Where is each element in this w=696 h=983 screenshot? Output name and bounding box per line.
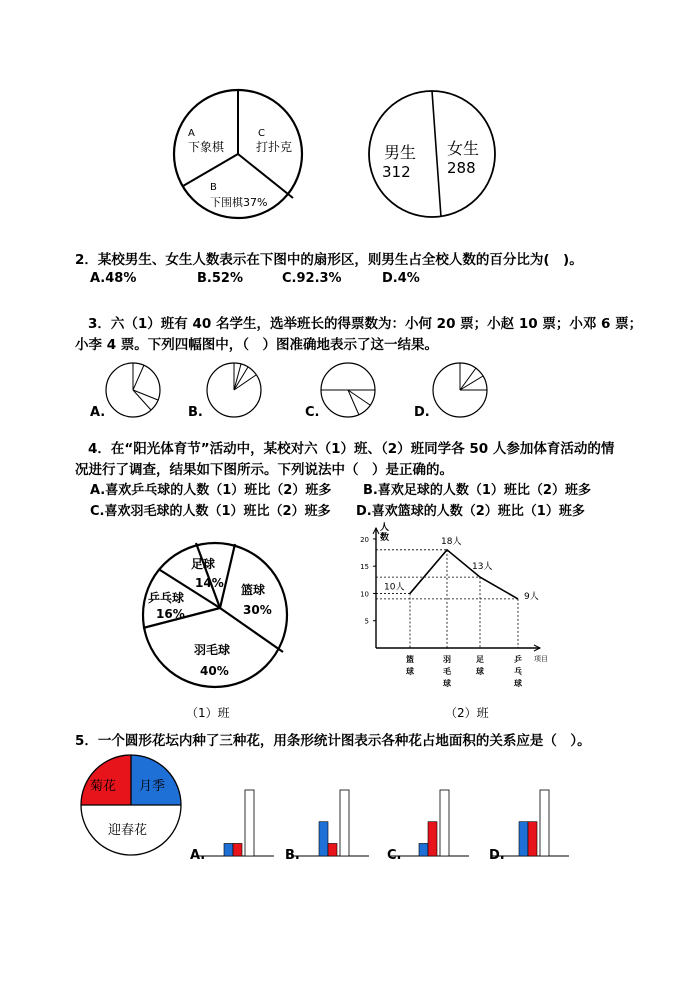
pie-basketball-pct: 30% bbox=[243, 603, 272, 617]
bar-ying-D bbox=[540, 790, 549, 856]
q2-stem: 2．某校男生、女生人数表示在下图中的扇形区，则男生占全校人数的百分比为( )。 bbox=[75, 252, 583, 268]
q2-option-b: B.52% bbox=[197, 271, 243, 286]
q4-class2-line-chart bbox=[340, 518, 550, 698]
q3-label-a: A. bbox=[90, 405, 106, 420]
q3-pie-a bbox=[104, 361, 162, 419]
q3-line1: 3．六（1）班有 40 名学生，选举班长的得票数为：小何 20 票；小赵 10 票；小邓 6 票； bbox=[88, 316, 643, 332]
pie-badminton-label: 羽毛球 bbox=[194, 643, 231, 657]
q2-option-a: A.48% bbox=[90, 271, 137, 286]
q4-option-c: C.喜欢羽毛球的人数（1）班比（2）班多 bbox=[90, 504, 331, 519]
x-axis-label: 项目 bbox=[534, 655, 548, 663]
q4-option-d: D.喜欢篮球的人数（2）班比（1）班多 bbox=[356, 504, 585, 519]
pie-pingpong-pct: 16% bbox=[156, 607, 185, 621]
y-tick-label: 10 bbox=[360, 590, 369, 599]
q4-option-a: A.喜欢乒乓球的人数（1）班比（2）班多 bbox=[90, 483, 332, 498]
flower-yue-label: 月季 bbox=[139, 779, 166, 794]
x-category-char: 篮 bbox=[406, 655, 414, 664]
q4-line2: 况进行了调查，结果如下图所示。下列说法中（ ）是正确的。 bbox=[75, 462, 453, 478]
q4-line1: 4．在“阳光体育节”活动中，某校对六（1）班、（2）班同学各 50 人参加体育活动的情 bbox=[88, 441, 615, 457]
y-axis-label-char: 人 bbox=[380, 523, 390, 533]
q3-pie-b bbox=[205, 361, 263, 419]
q4-class2-caption: （2）班 bbox=[445, 706, 489, 720]
series-line bbox=[410, 550, 518, 599]
x-category-char: 球 bbox=[406, 667, 414, 676]
bar-ju-A bbox=[233, 843, 242, 856]
bar-ju-D bbox=[528, 822, 537, 856]
girls-label: 女生 bbox=[447, 139, 480, 158]
q5-bar-options bbox=[186, 784, 576, 866]
x-category-char: 球 bbox=[476, 667, 484, 676]
q4-class1-caption: （1）班 bbox=[186, 706, 230, 720]
bar-ying-C bbox=[440, 790, 449, 856]
flower-ying-label: 迎春花 bbox=[108, 823, 148, 838]
q2-option-c: C.92.3% bbox=[282, 271, 342, 286]
y-axis-label-char: 数 bbox=[380, 533, 390, 543]
q3-label-c: C. bbox=[305, 405, 320, 420]
y-tick-label: 15 bbox=[360, 563, 369, 572]
pie-football-pct: 14% bbox=[195, 576, 224, 590]
pie-football-label: 足球 bbox=[191, 557, 216, 571]
pie-badminton-pct: 40% bbox=[200, 664, 229, 678]
pie1-c-label: 打扑克 bbox=[256, 140, 293, 154]
point-label: 10人 bbox=[384, 582, 405, 593]
bar-yue-D bbox=[519, 822, 528, 856]
pie-basketball-label: 篮球 bbox=[241, 583, 266, 597]
pie1-c-letter: C bbox=[258, 128, 265, 139]
bar-ying-A bbox=[245, 790, 254, 856]
q5-label-a: A. bbox=[190, 848, 206, 863]
boys-count: 312 bbox=[382, 163, 411, 181]
q4-class1-pie bbox=[140, 540, 290, 690]
bar-ju-B bbox=[328, 843, 337, 856]
q5-label-b: B. bbox=[285, 848, 300, 863]
y-tick-label: 20 bbox=[360, 535, 369, 544]
y-tick-label: 5 bbox=[364, 617, 369, 626]
point-label: 18人 bbox=[441, 536, 462, 547]
pie1-b-label: 下围棋37% bbox=[210, 196, 268, 209]
q5-label-c: C. bbox=[387, 848, 402, 863]
q3-pie-d bbox=[431, 361, 489, 419]
pie-pingpong-label: 乒乓球 bbox=[148, 591, 185, 605]
bar-yue-A bbox=[224, 843, 233, 856]
x-category-char: 足 bbox=[476, 655, 484, 664]
x-category-char: 毛 bbox=[443, 667, 451, 676]
bar-yue-C bbox=[419, 843, 428, 856]
bar-yue-B bbox=[319, 822, 328, 856]
q3-label-d: D. bbox=[414, 405, 430, 420]
q2-option-d: D.4% bbox=[382, 271, 420, 286]
q5-flower-pie bbox=[78, 752, 184, 858]
point-label: 13人 bbox=[472, 562, 493, 573]
bar-ju-C bbox=[428, 822, 437, 856]
q5-stem: 5．一个圆形花坛内种了三种花，用条形统计图表示各种花占地面积的关系应是（ ）。 bbox=[75, 733, 591, 749]
x-category-char: 乓 bbox=[514, 667, 522, 676]
q5-label-d: D. bbox=[489, 848, 505, 863]
pie-boys-girls bbox=[366, 88, 498, 220]
x-category-char: 球 bbox=[514, 679, 522, 688]
x-category-char: 球 bbox=[443, 679, 451, 688]
bar-ying-B bbox=[340, 790, 349, 856]
girls-count: 288 bbox=[447, 159, 476, 177]
x-category-char: 乒 bbox=[514, 655, 522, 664]
boys-label: 男生 bbox=[384, 143, 417, 162]
pie1-a-label: 下象棋 bbox=[188, 140, 225, 154]
pie1-a-letter: A bbox=[188, 128, 195, 139]
q4-option-b: B.喜欢足球的人数（1）班比（2）班多 bbox=[363, 483, 591, 498]
pie-chess-cards bbox=[170, 86, 306, 222]
x-category-char: 羽 bbox=[443, 655, 451, 664]
q3-pie-c bbox=[319, 361, 377, 419]
flower-ju-label: 菊花 bbox=[90, 779, 117, 794]
q3-line2: 小李 4 票。下列四幅图中，（ ）图准确地表示了这一结果。 bbox=[75, 337, 439, 353]
q3-label-b: B. bbox=[188, 405, 203, 420]
point-label: 9人 bbox=[524, 591, 539, 602]
pie1-b-letter: B bbox=[210, 182, 217, 193]
